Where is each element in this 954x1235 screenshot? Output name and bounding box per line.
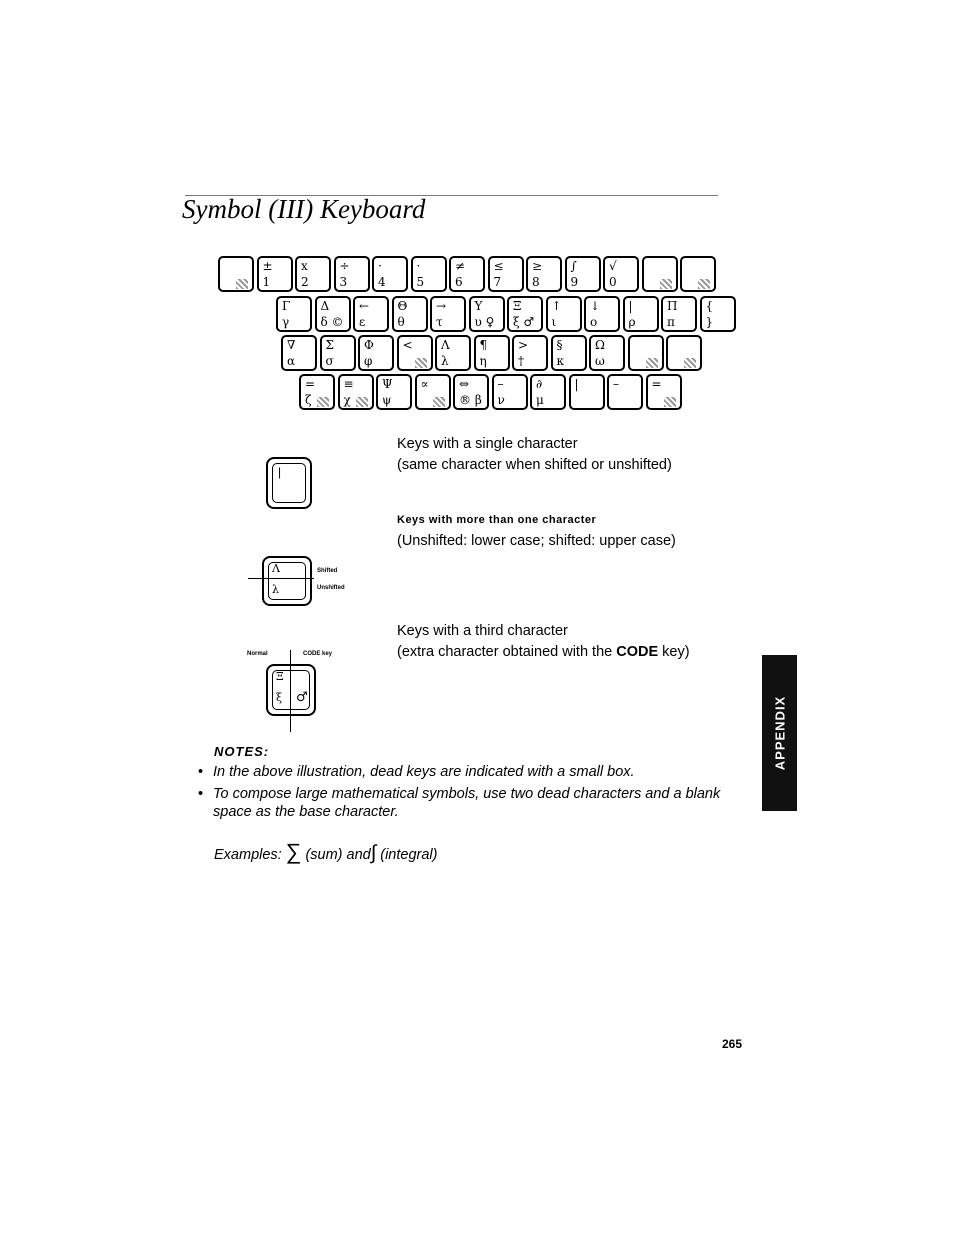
keyboard-key-row4-0 [299,374,335,410]
multi-upper-glyph: Λ [272,562,280,575]
dead-key-marker [415,358,427,368]
keyboard-key-row4-9 [646,374,682,410]
keyboard-key-row3-1 [320,335,356,371]
key-lower-label: } [705,315,714,329]
normal-label: Normal [247,651,268,657]
dead-key-marker [646,358,658,368]
appendix-tab [762,655,797,811]
key-upper-label: ∝ [420,377,429,391]
key-upper-label: ∫ [570,259,577,273]
key-upper-label: √ [609,259,617,273]
keyboard-key-row3-3 [397,335,433,371]
keyboard-key-row3-6 [512,335,548,371]
key-lower-label: 8 [532,275,540,289]
keyboard-key-row2-9 [623,296,659,332]
key-upper-label: ↑ [551,299,562,313]
key-upper-label: ⇔ [459,377,470,391]
key-lower-label: κ [556,354,564,368]
key-lower-label: 0 [609,275,617,289]
key-upper-label: Φ [364,338,374,352]
dead-key-marker [664,397,676,407]
key-lower-label: ξ ♂ [513,315,535,329]
keyboard-key-row1-2 [295,256,331,292]
keyboard-key-row2-2 [353,296,389,332]
key-upper-label: → [436,299,447,313]
key-lower-label: α [287,354,296,368]
key-lower-label: 6 [455,275,463,289]
key-upper-label: ≡ [343,377,354,391]
keyboard-key-row1-12 [680,256,716,292]
appendix-tab-label: APPENDIX [772,695,787,771]
key-upper-label: Υ [474,299,483,313]
key-lower-label: 1 [262,275,271,289]
key-lower-label: ® β [459,393,482,407]
key-upper-label: Γ [282,299,291,313]
key-lower-label: ω [595,354,605,368]
key-upper-label: Π [667,299,678,313]
keyboard-key-row3-7 [551,335,587,371]
key-lower-label: 7 [493,275,502,289]
keyboard-key-row4-1 [338,374,374,410]
unshifted-label: Unshifted [317,585,345,591]
keyboard-key-row2-5 [469,296,505,332]
keyboard-key-row2-8 [584,296,620,332]
key-upper-label: Θ [397,299,408,313]
key-upper-label: § [556,338,563,352]
key-lower-label: τ [436,315,443,329]
keyboard-key-row1-0 [218,256,254,292]
key-upper-label: · [416,259,421,273]
keyboard-key-row4-7 [569,374,605,410]
key-lower-label: 5 [416,275,425,289]
third-line-1: Keys with a third character [397,623,568,639]
dead-key-marker [236,279,248,289]
third-upper-glyph: Ξ [276,670,284,683]
keyboard-key-row1-1 [257,256,293,292]
keyboard-key-row2-6 [507,296,543,332]
multi-char-description [397,510,676,552]
key-lower-label: ζ [305,393,312,407]
key-upper-label: ÷ [339,259,350,273]
keyboard-key-row1-7 [488,256,524,292]
single-char-description [397,434,672,476]
key-upper-label: { [705,299,714,313]
single-char-key-example [266,457,312,509]
keyboard-key-row4-5 [492,374,528,410]
notes-list [198,763,758,825]
keyboard-key-row4-3 [415,374,451,410]
keyboard-key-row1-6 [449,256,485,292]
keyboard-key-row3-5 [474,335,510,371]
single-line-1: Keys with a single character [397,436,578,452]
keyboard-key-row3-8 [589,335,625,371]
keyboard-key-row1-10 [603,256,639,292]
keyboard-key-row2-1 [315,296,351,332]
key-upper-label: ↓ [590,299,601,313]
dead-key-marker [660,279,672,289]
keyboard-key-row4-4 [453,374,489,410]
keyboard-key-row1-3 [334,256,370,292]
dead-key-marker [317,397,329,407]
key-lower-label: θ [397,315,405,329]
key-upper-label: ≤ [493,259,504,273]
key-upper-label: ← [359,299,370,313]
key-lower-label: ι [551,315,557,329]
key-lower-label: 4 [378,275,386,289]
third-code-glyph: ♂ [296,690,308,705]
key-upper-label: ≥ [532,259,543,273]
key-lower-label: 2 [301,275,309,289]
dead-key-marker [433,397,445,407]
key-upper-label: – [613,377,619,391]
integral-symbol: ∫ [370,842,377,864]
key-lower-label: σ [325,354,334,368]
key-lower-label: δ © [320,315,344,329]
key-upper-label: > [518,338,529,352]
page-number: 265 [722,1037,743,1051]
key-lower-label: χ [343,393,351,407]
key-lower-label: 3 [339,275,348,289]
multi-line-1: Keys with more than one character [397,514,597,526]
keyboard-key-row1-5 [411,256,447,292]
keyboard-key-row1-4 [372,256,408,292]
key-upper-label: Ξ [513,299,522,313]
keyboard-key-row3-4 [435,335,471,371]
shift-divider-line [248,578,314,579]
key-lower-label: γ [282,315,290,329]
shifted-label: Shifted [317,568,338,574]
keyboard-key-row1-11 [642,256,678,292]
key-lower-label: ε [359,315,366,329]
keyboard-key-row2-7 [546,296,582,332]
keyboard-key-row3-10 [666,335,702,371]
multi-lower-glyph: λ [272,583,279,596]
key-upper-label: ± [262,259,273,273]
key-lower-label: 9 [570,275,579,289]
key-lower-label: π [667,315,675,329]
keyboard-key-row2-3 [392,296,428,332]
multi-line-2: (Unshifted: lower case; shifted: upper case) [397,533,676,549]
examples-line: Examples: ∑ (sum) and∫ (integral) [214,839,438,864]
key-lower-label: ν [497,393,505,407]
key-upper-label: Ω [595,338,605,352]
key-upper-label: Σ [325,338,334,352]
key-upper-label: = [651,377,662,391]
key-upper-label: – [497,377,504,391]
keyboard-key-row4-6 [530,374,566,410]
key-upper-label: Ψ [382,377,393,391]
keyboard-key-row4-8 [607,374,643,410]
key-upper-label: Δ [320,299,330,313]
key-upper-label: ∇ [287,338,296,352]
key-lower-label: ο [590,315,598,329]
single-key-glyph: | [278,465,282,479]
keyboard-key-row4-2 [376,374,412,410]
keyboard-key-row3-2 [358,335,394,371]
key-upper-label: | [628,299,633,313]
single-line-2: (same character when shifted or unshifted) [397,457,672,473]
key-lower-label: ψ [382,393,392,407]
multi-char-key-example [262,556,312,606]
key-lower-label: † [518,354,524,368]
keyboard-key-row1-8 [526,256,562,292]
key-lower-label: λ [441,354,449,368]
key-upper-label: = [305,377,316,391]
sum-symbol: ∑ [285,839,302,864]
dead-key-marker [684,358,696,368]
key-upper-label: ¶ [479,338,488,352]
third-line-2: (extra character obtained with the CODE key) [397,644,690,660]
notes-heading: NOTES: [214,744,270,759]
third-char-description [397,621,690,663]
key-lower-label: υ ♀ [474,315,495,329]
dead-key-marker [356,397,368,407]
key-upper-label: Λ [441,338,450,352]
key-lower-label: φ [364,354,373,368]
keyboard-key-row2-11 [700,296,736,332]
key-upper-label: ≠ [455,259,466,273]
key-upper-label: | [574,377,579,391]
key-upper-label: · [378,259,382,273]
key-upper-label: x [301,259,308,273]
key-upper-label: < [402,338,413,352]
third-char-key-example [266,664,316,716]
dead-key-marker [698,279,710,289]
page-title: Symbol (III) Keyboard [182,194,426,224]
third-lower-glyph: ξ [276,691,283,704]
note-bullet-2: • To compose large mathematical symbols, use two dead characters and a blank space as the base character. [198,785,758,821]
key-upper-label: ∂ [536,377,543,391]
keyboard-key-row3-9 [628,335,664,371]
keyboard-key-row2-4 [430,296,466,332]
key-lower-label: μ [536,393,544,407]
key-lower-label: η [479,354,487,368]
note-bullet-1: • In the above illustration, dead keys are indicated with a small box. [198,763,758,781]
keyboard-key-row3-0 [281,335,317,371]
keyboard-key-row1-9 [565,256,601,292]
keyboard-key-row2-0 [276,296,312,332]
code-key-label: CODE key [303,651,333,657]
key-lower-label: ρ [628,315,636,329]
keyboard-key-row2-10 [661,296,697,332]
